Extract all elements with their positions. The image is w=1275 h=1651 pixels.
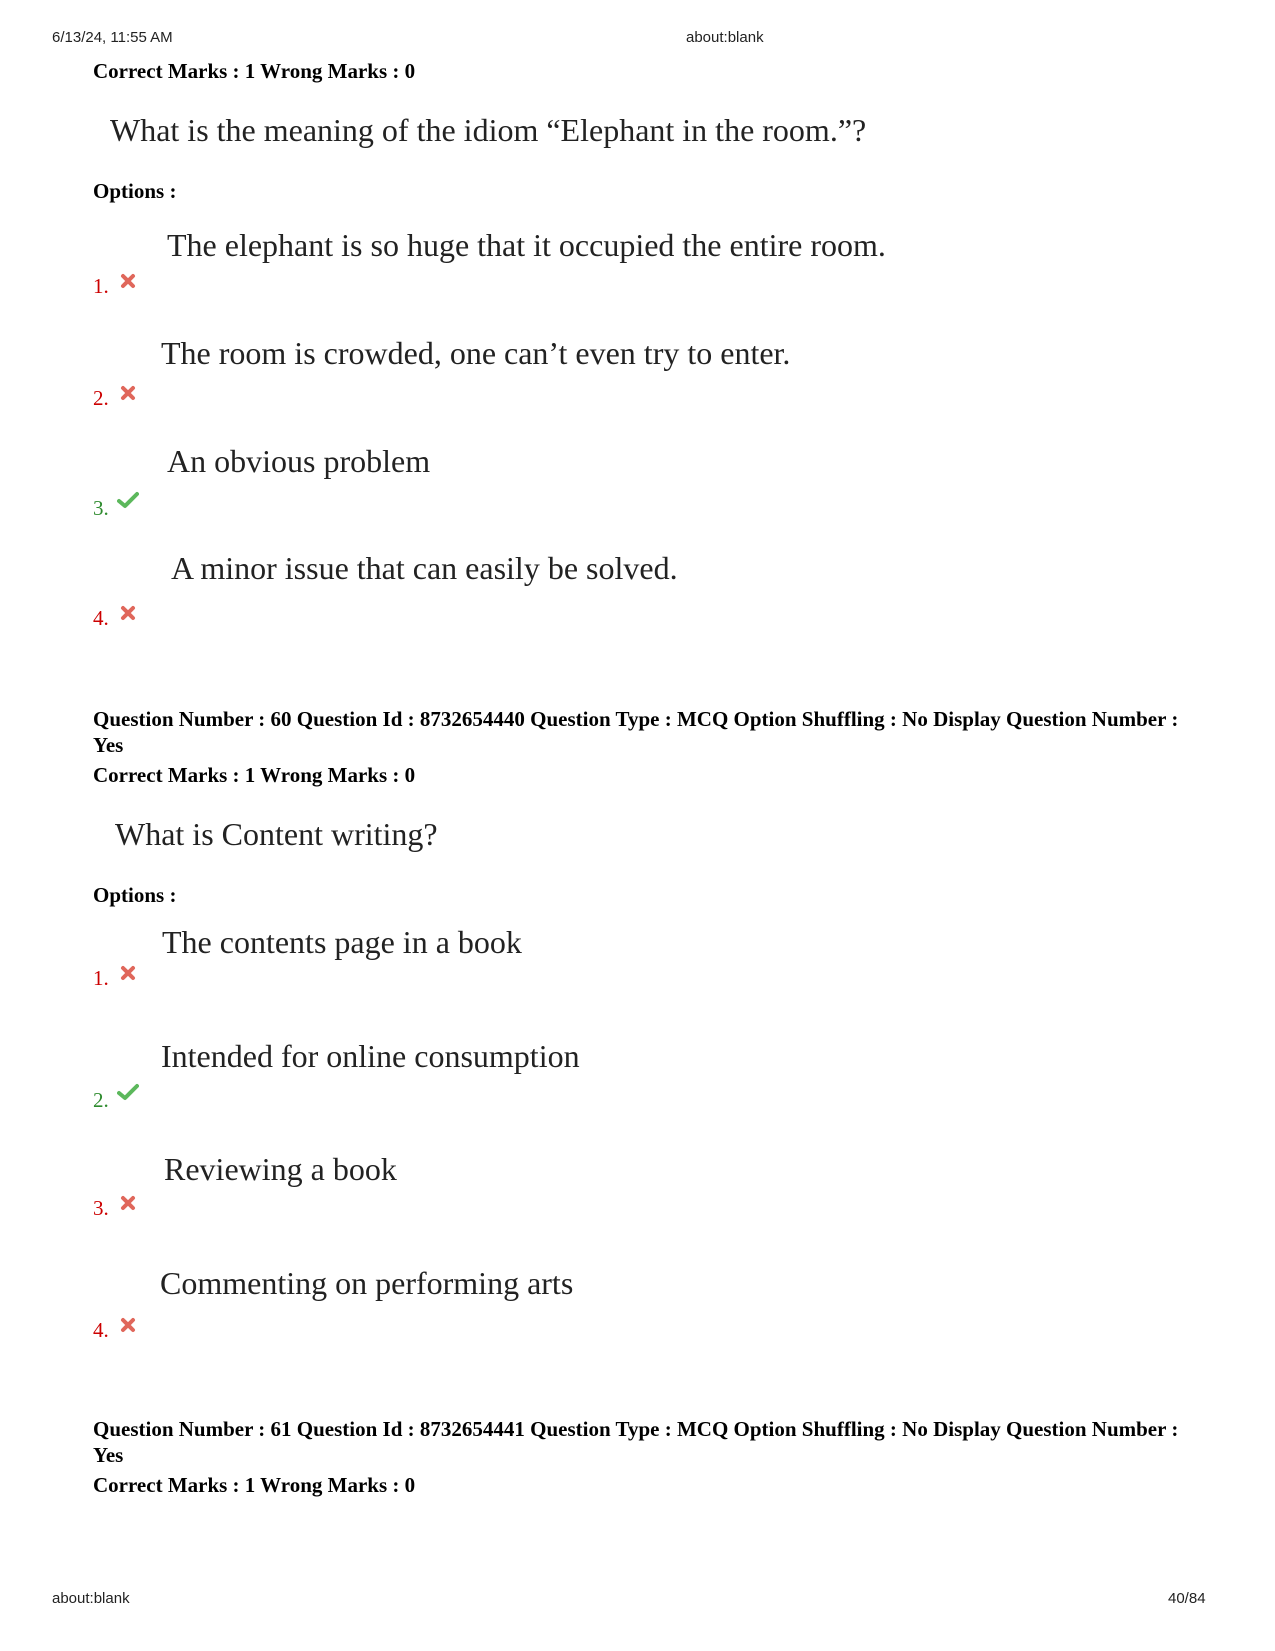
cross-icon	[119, 1316, 137, 1334]
q60-option-2-text: Intended for online consumption	[161, 1038, 580, 1074]
q59-option-2-number: 2.	[93, 386, 109, 410]
cross-icon	[119, 1194, 137, 1212]
q59-option-1-text: The elephant is so huge that it occupied the entire room.	[167, 227, 886, 263]
q60-marks: Correct Marks : 1 Wrong Marks : 0	[93, 763, 416, 787]
q59-question-text: What is the meaning of the idiom “Elephant in the room.”?	[110, 112, 867, 148]
q60-option-3-text: Reviewing a book	[164, 1151, 397, 1187]
q60-option-2-number: 2.	[93, 1088, 109, 1112]
q60-option-3-number: 3.	[93, 1196, 109, 1220]
q60-option-4-text: Commenting on performing arts	[160, 1265, 574, 1301]
q59-option-1-number: 1.	[93, 274, 109, 298]
q60-option-1-number: 1.	[93, 966, 109, 990]
print-footer-url: about:blank	[52, 1590, 130, 1607]
q60-option-4-number: 4.	[93, 1318, 109, 1342]
q59-options-label: Options :	[93, 179, 177, 203]
print-title: about:blank	[686, 29, 764, 46]
q59-option-2-text: The room is crowded, one can’t even try to enter.	[161, 335, 791, 371]
cross-icon	[119, 964, 137, 982]
check-icon	[117, 1083, 139, 1101]
q60-options-label: Options :	[93, 883, 177, 907]
q59-option-3-text: An obvious problem	[167, 443, 431, 479]
q60-meta: Question Number : 60 Question Id : 8732654440 Question Type : MCQ Option Shuffling : No Display Question Number : Yes	[93, 707, 1179, 757]
q59-option-4-number: 4.	[93, 606, 109, 630]
cross-icon	[119, 272, 137, 290]
q59-marks: Correct Marks : 1 Wrong Marks : 0	[93, 59, 416, 83]
q60-option-1-text: The contents page in a book	[162, 924, 522, 960]
q60-question-text: What is Content writing?	[115, 816, 438, 852]
cross-icon	[119, 384, 137, 402]
q59-option-4-text: A minor issue that can easily be solved.	[171, 550, 678, 586]
print-datetime: 6/13/24, 11:55 AM	[52, 29, 173, 46]
page-number: 40/84	[1168, 1590, 1206, 1607]
cross-icon	[119, 604, 137, 622]
q59-option-3-number: 3.	[93, 496, 109, 520]
q61-meta: Question Number : 61 Question Id : 8732654441 Question Type : MCQ Option Shuffling : No Display Question Number : Yes	[93, 1417, 1179, 1467]
q61-marks: Correct Marks : 1 Wrong Marks : 0	[93, 1473, 416, 1497]
check-icon	[117, 491, 139, 509]
